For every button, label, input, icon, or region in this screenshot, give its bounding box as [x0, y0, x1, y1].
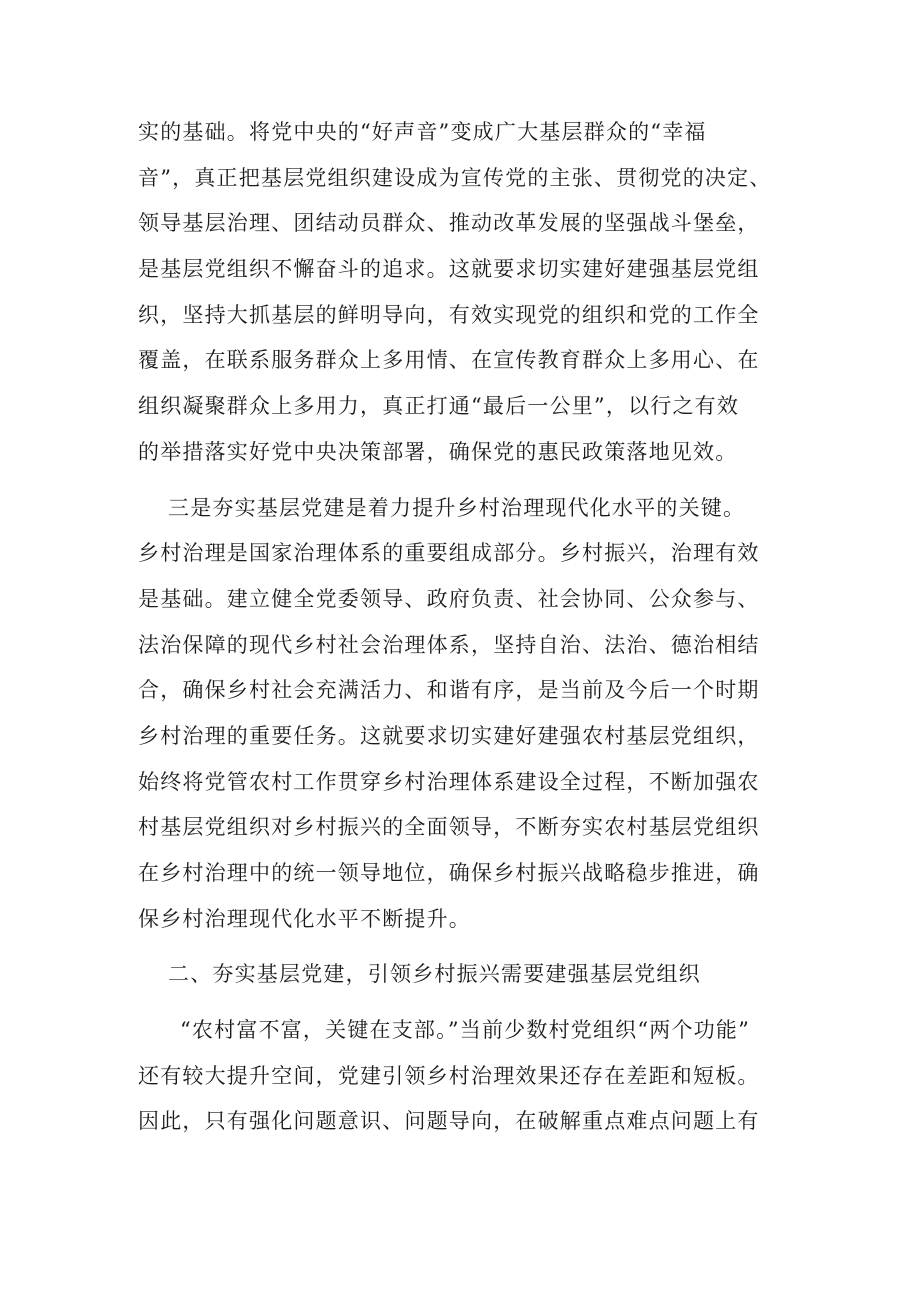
text-line: 织，坚持大抓基层的鲜明导向，有效实现党的组织和党的工作全 [138, 302, 760, 327]
text-line: “农村富不富，关键在支部。”当前少数村党组织“两个功能” [180, 1018, 751, 1043]
text-line: 村基层党组织对乡村振兴的全面领导，不断夯实农村基层党组织 [138, 815, 760, 840]
section-heading: 二、夯实基层党建，引领乡村振兴需要建强基层党组织 [168, 962, 701, 987]
text-line: 组织凝聚群众上多用力，真正打通“最后一公里”，以行之有效 [138, 394, 740, 419]
text-line: 在乡村治理中的统一领导地位，确保乡村振兴战略稳步推进，确 [138, 861, 760, 885]
paragraph-gap [138, 942, 798, 952]
text-line: 乡村治理是国家治理体系的重要组成部分。乡村振兴，治理有效 [138, 541, 760, 566]
text-line: 合，确保乡村社会充满活力、和谐有序，是当前及今后一个时期 [138, 678, 760, 703]
paragraph-2 [138, 486, 798, 943]
document-body [138, 110, 798, 1145]
text-line: 还有较大提升空间，党建引领乡村治理效果还存在差距和短板。 [138, 1063, 760, 1088]
paragraph-gap [138, 998, 798, 1008]
text-line: 是基础。建立健全党委领导、政府负责、社会协同、公众参与、 [138, 586, 760, 611]
text-line: 乡村治理的重要任务。这就要求切实建好建强农村基层党组织， [138, 723, 760, 748]
text-line: 始终将党管农村工作贯穿乡村治理体系建设全过程，不断加强农 [138, 769, 760, 794]
text-line: 的举措落实好党中央决策部署，确保党的惠民政策落地见效。 [138, 439, 738, 464]
text-line: 音”，真正把基层党组织建设成为宣传党的主张、贯彻党的决定、 [138, 165, 772, 190]
paragraph-3 [138, 1008, 798, 1145]
paragraph-1 [138, 110, 798, 476]
text-line: 保乡村治理现代化水平不断提升。 [138, 906, 471, 931]
text-line: 覆盖，在联系服务群众上多用情、在宣传教育群众上多用心、在 [138, 348, 760, 373]
paragraph-gap [138, 476, 798, 486]
text-line: 因此，只有强化问题意识、问题导向，在破解重点难点问题上有 [138, 1109, 760, 1134]
text-line: 领导基层治理、团结动员群众、推动改革发展的坚强战斗堡垒， [138, 211, 760, 236]
text-line: 实的基础。将党中央的“好声音”变成广大基层群众的“幸福 [138, 120, 707, 144]
text-line: 法治保障的现代乡村社会治理体系，坚持自治、法治、德治相结 [138, 632, 760, 657]
text-line: 是基层党组织不懈奋斗的追求。这就要求切实建好建强基层党组 [138, 257, 760, 282]
text-line: 三是夯实基层党建是着力提升乡村治理现代化水平的关键。 [168, 495, 746, 520]
